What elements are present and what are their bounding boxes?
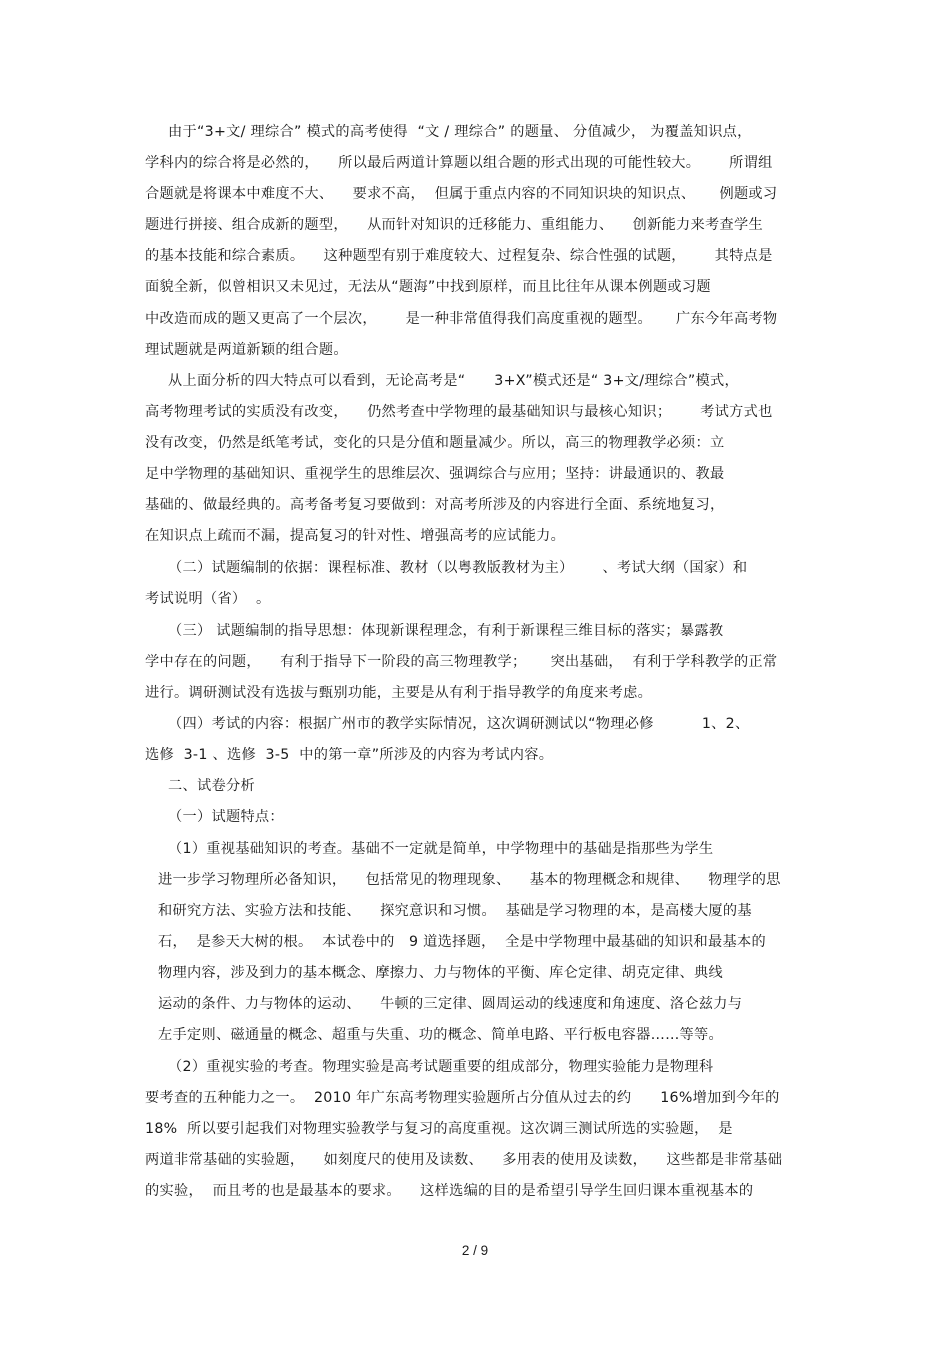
text-line: 要考查的五种能力之一。 2010 年广东高考物理实验题所占分值从过去的约 16%增加到今年的	[145, 1090, 780, 1106]
text-line: （2）重视实验的考查。物理实验是高考试题重要的组成部分，物理实验能力是物理科	[168, 1059, 714, 1075]
text-line: 学科内的综合将是必然的， 所以最后两道计算题以组合题的形式出现的可能性较大。 所谓组	[145, 155, 773, 171]
text-line: 选修 3-1 、选修 3-5 中的第一章”所涉及的内容为考试内容。	[145, 747, 554, 763]
text-line: 理试题就是两道新颖的组合题。	[145, 342, 348, 358]
text-line: 考试说明（省） 。	[145, 591, 271, 607]
page-number: 2 / 9	[461, 1243, 489, 1258]
text-line: 从上面分析的四大特点可以看到，无论高考是“ 3+X”模式还是“ 3+文/理综合”模式，	[168, 373, 739, 389]
text-line: 和研究方法、实验方法和技能、 探究意识和习惯。 基础是学习物理的本，是高楼大厦的基	[158, 903, 752, 919]
text-line: 由于“3+文/ 理综合” 模式的高考使得 “文 / 理综合” 的题量、 分值减少， 为覆盖知识点，	[168, 124, 752, 140]
subsection-heading: （一）试题特点：	[168, 809, 284, 825]
text-line: （二）试题编制的依据：课程标准、教材（以粤教版教材为主） 、考试大纲（国家）和	[168, 560, 748, 576]
text-line: 题进行拼接、组合成新的题型， 从而针对知识的迁移能力、重组能力、 创新能力来考查学生	[145, 217, 763, 233]
text-line: （三） 试题编制的指导思想：体现新课程理念，有利于新课程三维目标的落实；暴露教	[168, 623, 724, 639]
text-line: 的基本技能和综合素质。 这种题型有别于难度较大、过程复杂、综合性强的试题， 其特点是	[145, 248, 773, 264]
text-line: 的实验， 而且考的也是最基本的要求。 这样选编的目的是希望引导学生回归课本重视基本的	[145, 1183, 754, 1199]
text-line: 合题就是将课本中难度不大、 要求不高， 但属于重点内容的不同知识块的知识点、 例题或习	[145, 186, 778, 202]
text-line: 在知识点上疏而不漏，提高复习的针对性、增强高考的应试能力。	[145, 528, 566, 544]
text-line: 学中存在的问题， 有利于指导下一阶段的高三物理教学； 突出基础， 有利于学科教学的正常	[145, 654, 778, 670]
text-line: 物理内容，涉及到力的基本概念、摩擦力、力与物体的平衡、库仑定律、胡克定律、典线	[158, 965, 724, 981]
text-line: 左手定则、磁通量的概念、超重与失重、功的概念、简单电路、平行板电容器……等等。	[158, 1027, 724, 1043]
text-line: 没有改变，仍然是纸笔考试，变化的只是分值和题量减少。所以，高三的物理教学必须：立	[145, 435, 725, 451]
text-line: 运动的条件、力与物体的运动、 牛顿的三定律、圆周运动的线速度和角速度、洛仑兹力与	[158, 996, 743, 1012]
text-line: 足中学物理的基础知识、重视学生的思维层次、强调综合与应用；坚持：讲最通识的、教最	[145, 466, 725, 482]
text-line: 高考物理考试的实质没有改变， 仍然考查中学物理的最基础知识与最核心知识； 考试方式也	[145, 404, 773, 420]
text-line: 面貌全新，似曾相识又未见过，无法从“题海”中找到原样，而且比往年从课本例题或习题	[145, 279, 711, 295]
text-line: 石， 是参天大树的根。 本试卷中的 9 道选择题， 全是中学物理中最基础的知识和最基本的	[158, 934, 766, 950]
text-line: （四）考试的内容：根据广州市的教学实际情况，这次调研测试以“物理必修 1、2、	[168, 716, 750, 732]
text-line: 中改造而成的题又更高了一个层次， 是一种非常值得我们高度重视的题型。 广东今年高考物	[145, 311, 778, 327]
section-heading: 二、试卷分析	[168, 778, 255, 794]
text-line: （1）重视基础知识的考查。基础不一定就是简单，中学物理中的基础是指那些为学生	[168, 841, 714, 857]
text-line: 两道非常基础的实验题， 如刻度尺的使用及读数、 多用表的使用及读数， 这些都是非常基础	[145, 1152, 783, 1168]
text-line: 进一步学习物理所必备知识， 包括常见的物理现象、 基本的物理概念和规律、 物理学的思	[158, 872, 781, 888]
text-line: 18% 所以要引起我们对物理实验教学与复习的高度重视。这次调三测试所选的实验题， 是	[145, 1121, 733, 1137]
text-line: 进行。调研测试没有选拔与甄别功能，主要是从有利于指导教学的角度来考虑。	[145, 685, 653, 701]
text-line: 基础的、做最经典的。高考备考复习要做到：对高考所涉及的内容进行全面、系统地复习，	[145, 497, 725, 513]
